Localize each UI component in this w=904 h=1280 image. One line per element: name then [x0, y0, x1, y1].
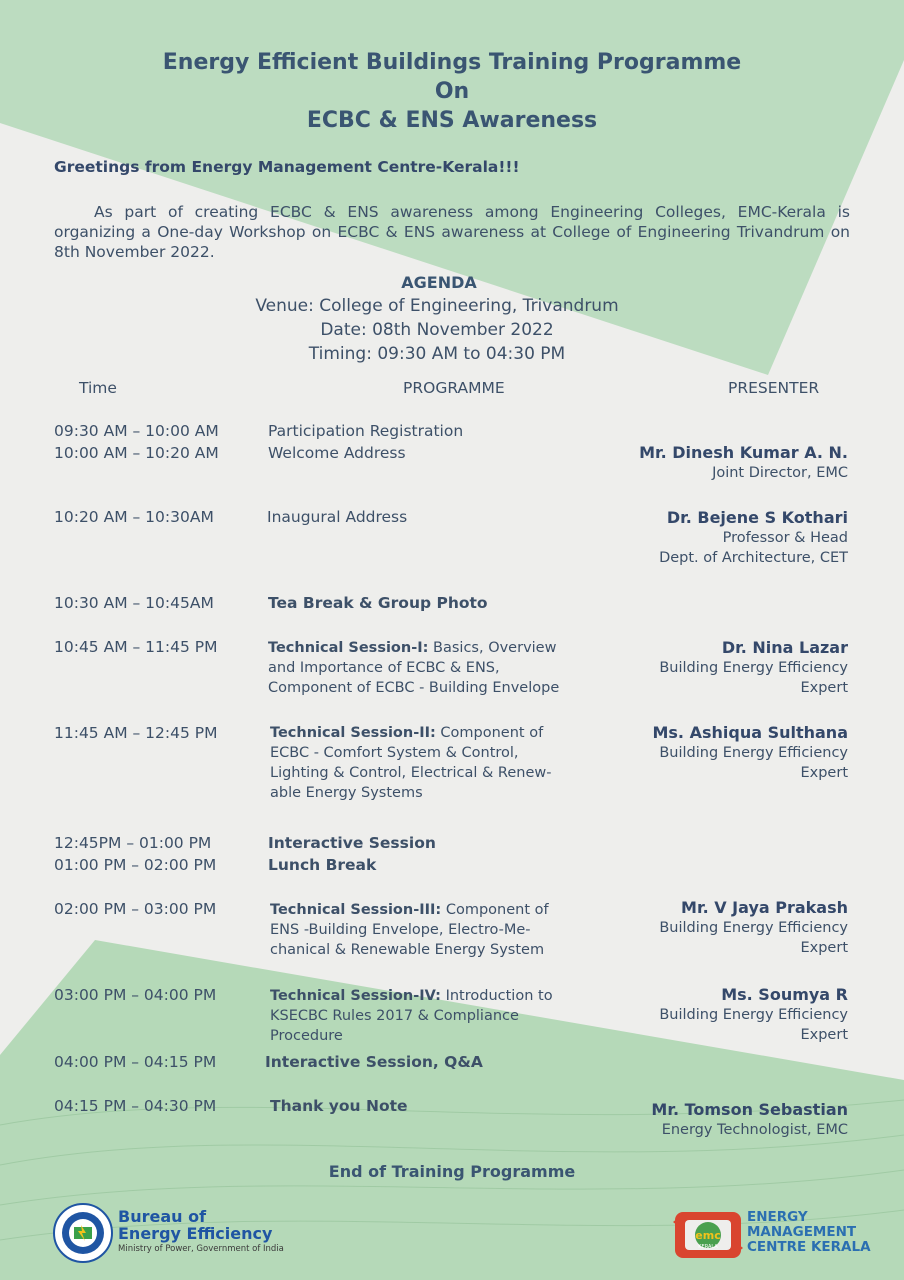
presenter-role: Building Energy Efficiency [659, 660, 848, 676]
presenter-name: Dr. Bejene S Kothari [666, 508, 848, 527]
page-title-line3: ECBC & ENS Awareness [306, 108, 598, 133]
session-description [270, 900, 620, 960]
presenter-role: Building Energy Efficiency [659, 745, 848, 761]
emc-logo-text: emc [695, 1229, 721, 1242]
row-programme: Thank you Note [270, 1097, 408, 1115]
row-time: 03:00 PM – 04:00 PM [54, 986, 217, 1004]
row-time: 02:00 PM – 03:00 PM [54, 900, 217, 918]
session-description [268, 638, 618, 698]
row-programme: Tea Break & Group Photo [268, 594, 488, 612]
bee-name-line2: Energy Efficiency [118, 1224, 273, 1243]
row-time: 10:00 AM – 10:20 AM [54, 444, 219, 462]
agenda-timing: Timing: 09:30 AM to 04:30 PM [308, 344, 566, 364]
session-text: Procedure [270, 1028, 343, 1044]
row-time: 04:15 PM – 04:30 PM [54, 1097, 217, 1115]
intro-paragraph: As part of creating ECBC & ENS awareness among Engineering Colleges, EMC-Kerala is organizing a One-day Workshop on ECBC & ENS awareness at College of Engineering Trivandrum on 8th November 2022. [54, 203, 850, 261]
column-header-programme: PROGRAMME [403, 379, 505, 397]
presenter-role: Expert [800, 940, 848, 956]
session-text: Basics, Overview [428, 640, 557, 656]
row-time: 12:45PM – 01:00 PM [54, 834, 212, 852]
presenter-role: Building Energy Efficiency [659, 920, 848, 936]
presenter-dept: Dept. of Architecture, CET [659, 550, 848, 566]
presenter-block [659, 508, 848, 568]
row-programme: Lunch Break [268, 856, 377, 874]
session-title: Technical Session-I: [268, 640, 429, 656]
session-title: Technical Session-II: [270, 725, 436, 741]
row-time: 09:30 AM – 10:00 AM [54, 422, 219, 440]
presenter-block [659, 898, 848, 958]
row-time: 04:00 PM – 04:15 PM [54, 1053, 217, 1071]
session-text: Introduction to [440, 988, 553, 1004]
presenter-role: Expert [800, 765, 848, 781]
session-text: able Energy Systems [270, 785, 423, 801]
row-programme: Interactive Session, Q&A [265, 1053, 483, 1071]
row-programme: Interactive Session [268, 834, 436, 852]
session-text: Component of ECBC - Building Envelope [268, 680, 560, 696]
emc-name-line1: ENERGY [747, 1209, 808, 1225]
agenda-title: AGENDA [401, 273, 477, 292]
presenter-role: Energy Technologist, EMC [661, 1122, 848, 1138]
emc-branding [747, 1210, 871, 1255]
row-programme: Participation Registration [268, 422, 464, 440]
emc-logo-icon [673, 1208, 743, 1262]
session-text: Component of [435, 725, 544, 741]
bee-subtitle: Ministry of Power, Government of India [118, 1244, 284, 1254]
row-time: 01:00 PM – 02:00 PM [54, 856, 217, 874]
row-programme: Welcome Address [268, 444, 406, 462]
emc-name-line3: CENTRE KERALA [747, 1239, 871, 1255]
column-header-presenter: PRESENTER [728, 379, 820, 397]
bee-name-line1: Bureau of [118, 1207, 207, 1226]
emc-name-line2: MANAGEMENT [747, 1224, 857, 1240]
presenter-role: Professor & Head [722, 530, 848, 546]
column-header-time: Time [79, 379, 117, 397]
presenter-role: Joint Director, EMC [712, 465, 848, 481]
presenter-name: Mr. V Jaya Prakash [681, 898, 848, 917]
presenter-name: Mr. Tomson Sebastian [651, 1100, 848, 1119]
presenter-block [652, 723, 848, 783]
presenter-name: Mr. Dinesh Kumar A. N. [639, 443, 848, 462]
session-title: Technical Session-III: [270, 902, 442, 918]
row-time: 10:20 AM – 10:30AM [54, 508, 214, 526]
presenter-role: Building Energy Efficiency [659, 1007, 848, 1023]
session-description [270, 986, 620, 1046]
row-time: 10:30 AM – 10:45AM [54, 594, 214, 612]
presenter-name: Ms. Ashiqua Sulthana [652, 723, 848, 742]
session-text: and Importance of ECBC & ENS, [268, 660, 500, 676]
agenda-venue: Venue: College of Engineering, Trivandrum [255, 296, 619, 316]
page-title-line2: On [434, 79, 470, 104]
presenter-block [659, 985, 848, 1045]
presenter-name: Ms. Soumya R [721, 985, 848, 1004]
bee-branding [118, 1208, 284, 1254]
bee-logo-icon [53, 1203, 113, 1263]
session-text: Component of [441, 902, 549, 918]
end-of-programme: End of Training Programme [328, 1162, 576, 1181]
session-title: Technical Session-IV: [270, 988, 441, 1004]
session-text: chanical & Renewable Energy System [270, 942, 545, 958]
session-text: ECBC - Comfort System & Control, [270, 745, 519, 761]
session-text: Lighting & Control, Electrical & Renew- [270, 765, 552, 781]
presenter-role: Expert [800, 680, 848, 696]
page-title-line1: Energy Efficient Buildings Training Programme [162, 50, 742, 75]
emc-logo-subtext: KERALA [698, 1244, 718, 1250]
row-time: 10:45 AM – 11:45 PM [54, 638, 218, 656]
session-text: KSECBC Rules 2017 & Compliance [270, 1008, 519, 1024]
row-time: 11:45 AM – 12:45 PM [54, 724, 218, 742]
presenter-block [651, 1100, 848, 1140]
presenter-block [639, 443, 848, 483]
greeting: Greetings from Energy Management Centre-Kerala!!! [54, 158, 520, 176]
agenda-date: Date: 08th November 2022 [320, 320, 554, 340]
row-programme: Inaugural Address [267, 508, 408, 526]
session-description [270, 723, 620, 803]
presenter-block [659, 638, 848, 698]
presenter-role: Expert [800, 1027, 848, 1043]
presenter-name: Dr. Nina Lazar [721, 638, 848, 657]
session-text: ENS -Building Envelope, Electro-Me- [270, 922, 531, 938]
